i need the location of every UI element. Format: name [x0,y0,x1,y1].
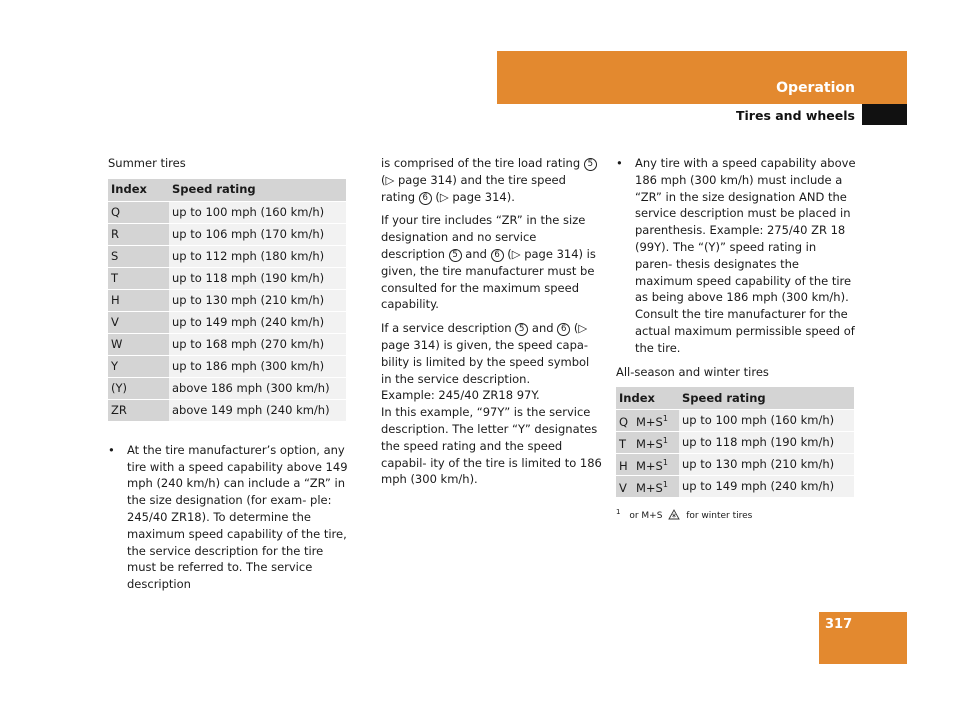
index-cell: (Y) [108,377,169,399]
circled-6-icon: 6 [491,249,504,262]
index-cell: Q $M+S^1$ [616,410,679,432]
table-row [108,399,346,421]
column-3 [616,155,857,522]
paragraph-load-rating: is comprised of the tire load rating 5 (▷ page 314) and the tire speed rating 6 (▷ page 314). [381,155,603,205]
index-cell: T [108,267,169,289]
header-bar [497,51,907,104]
index-cell: H [108,289,169,311]
rating-cell: up to 149 mph (240 km/h) [169,311,346,333]
header-speed-rating: Speed rating [679,387,854,410]
paragraph-service-description: If a service description 5 and 6 (▷ page 314) is given, the speed capa- bility is limited by the speed symbol in the service description. Example: 245/40 ZR18 97Y. In this example, “97Y” is the service description. The letter “Y” designates the speed rating and the speed capabil- ity of the tire is limited to 186 mph (300 km/h). [381,321,602,487]
index-cell: H $M+S^1$ [616,454,679,476]
column-2 [381,155,603,495]
rating-cell: up to 112 mph (180 km/h) [169,245,346,267]
index-cell: W [108,333,169,355]
table-row [616,410,854,432]
index-cell: T $M+S^1$ [616,432,679,454]
index-cell: V [108,311,169,333]
rating-cell: up to 106 mph (170 km/h) [169,223,346,245]
chapter-title: Tires and wheels [735,108,855,123]
bullet-zr-option: • At the tire manufacturer’s option, any tire with a speed capability above 149 mph (240 km/h) can include a “ZR” in the size designation (for exam- ple: 245/40 ZR18). To determine the maximum speed capability of the tire, the service description for the tire must be referred to. The service description [108,442,348,593]
index-cell: Y [108,355,169,377]
header-index: Index [108,179,169,202]
table-row [108,311,346,333]
summer-caption: Summer tires [108,156,186,170]
index-cell: ZR [108,399,169,421]
rating-cell: up to 186 mph (300 km/h) [169,355,346,377]
rating-cell: above 186 mph (300 km/h) [169,377,346,399]
page-number-box [819,612,907,664]
table-header-row [616,387,854,410]
rating-cell: above 149 mph (240 km/h) [169,399,346,421]
circled-5-icon: 5 [515,323,528,336]
header-speed-rating: Speed rating [169,179,346,202]
rating-cell: up to 168 mph (270 km/h) [169,333,346,355]
circled-5-icon: 5 [449,249,462,262]
subheader-marker [862,104,907,125]
table-row [108,267,346,289]
index-cell: V $M+S^1$ [616,476,679,498]
table-row [616,454,854,476]
table-row [108,289,346,311]
table-row [108,245,346,267]
example-line: Example: 245/40 ZR18 97Y. [381,388,540,403]
table-row [108,377,346,399]
index-cell: S [108,245,169,267]
circled-6-icon: 6 [419,192,432,205]
table-row [616,432,854,454]
bullet-zr-parenthesis: • Any tire with a speed capability above 186 mph (300 km/h) must include a “ZR” in the size designation AND the service description must be placed in parenthesis. Example: 275/40 ZR 18 (99Y). The “(Y)” speed rating in paren- thesis designates the maximum speed capability of the tire as being above 186 mph (300 km/h). Consult the tire manufacturer for the actual maximum permissible speed of the tire. [616,155,857,357]
summer-tire-table [108,179,346,422]
subheader [600,104,907,125]
allseason-caption: All-season and winter tires [616,364,769,379]
snowflake-mountain-icon [668,508,680,520]
header-index: Index [616,387,679,410]
paragraph-zr-no-description: If your tire includes “ZR” in the size designation and no service description 5 and 6 (▷ page 314) is given, the tire manufacturer must be consulted for the maximum speed capability. [381,213,596,312]
footnote: $^1$ or M+S for winter tires [616,508,753,522]
column-1 [108,155,348,600]
table-row [108,223,346,245]
table-row [108,333,346,355]
table-row [108,201,346,223]
circled-5-icon: 5 [584,158,597,171]
section-title: Operation [776,80,855,96]
allseason-tire-table [616,387,854,498]
circled-6-icon: 6 [557,323,570,336]
index-cell: R [108,223,169,245]
table-row [108,355,346,377]
rating-cell: up to 118 mph (190 km/h) [679,432,854,454]
rating-cell: up to 130 mph (210 km/h) [169,289,346,311]
page-number: 317 [825,617,853,632]
index-cell: Q [108,201,169,223]
rating-cell: up to 130 mph (210 km/h) [679,454,854,476]
table-header-row [108,179,346,202]
rating-cell: up to 100 mph (160 km/h) [169,201,346,223]
rating-cell: up to 100 mph (160 km/h) [679,410,854,432]
rating-cell: up to 149 mph (240 km/h) [679,476,854,498]
table-row [616,476,854,498]
rating-cell: up to 118 mph (190 km/h) [169,267,346,289]
